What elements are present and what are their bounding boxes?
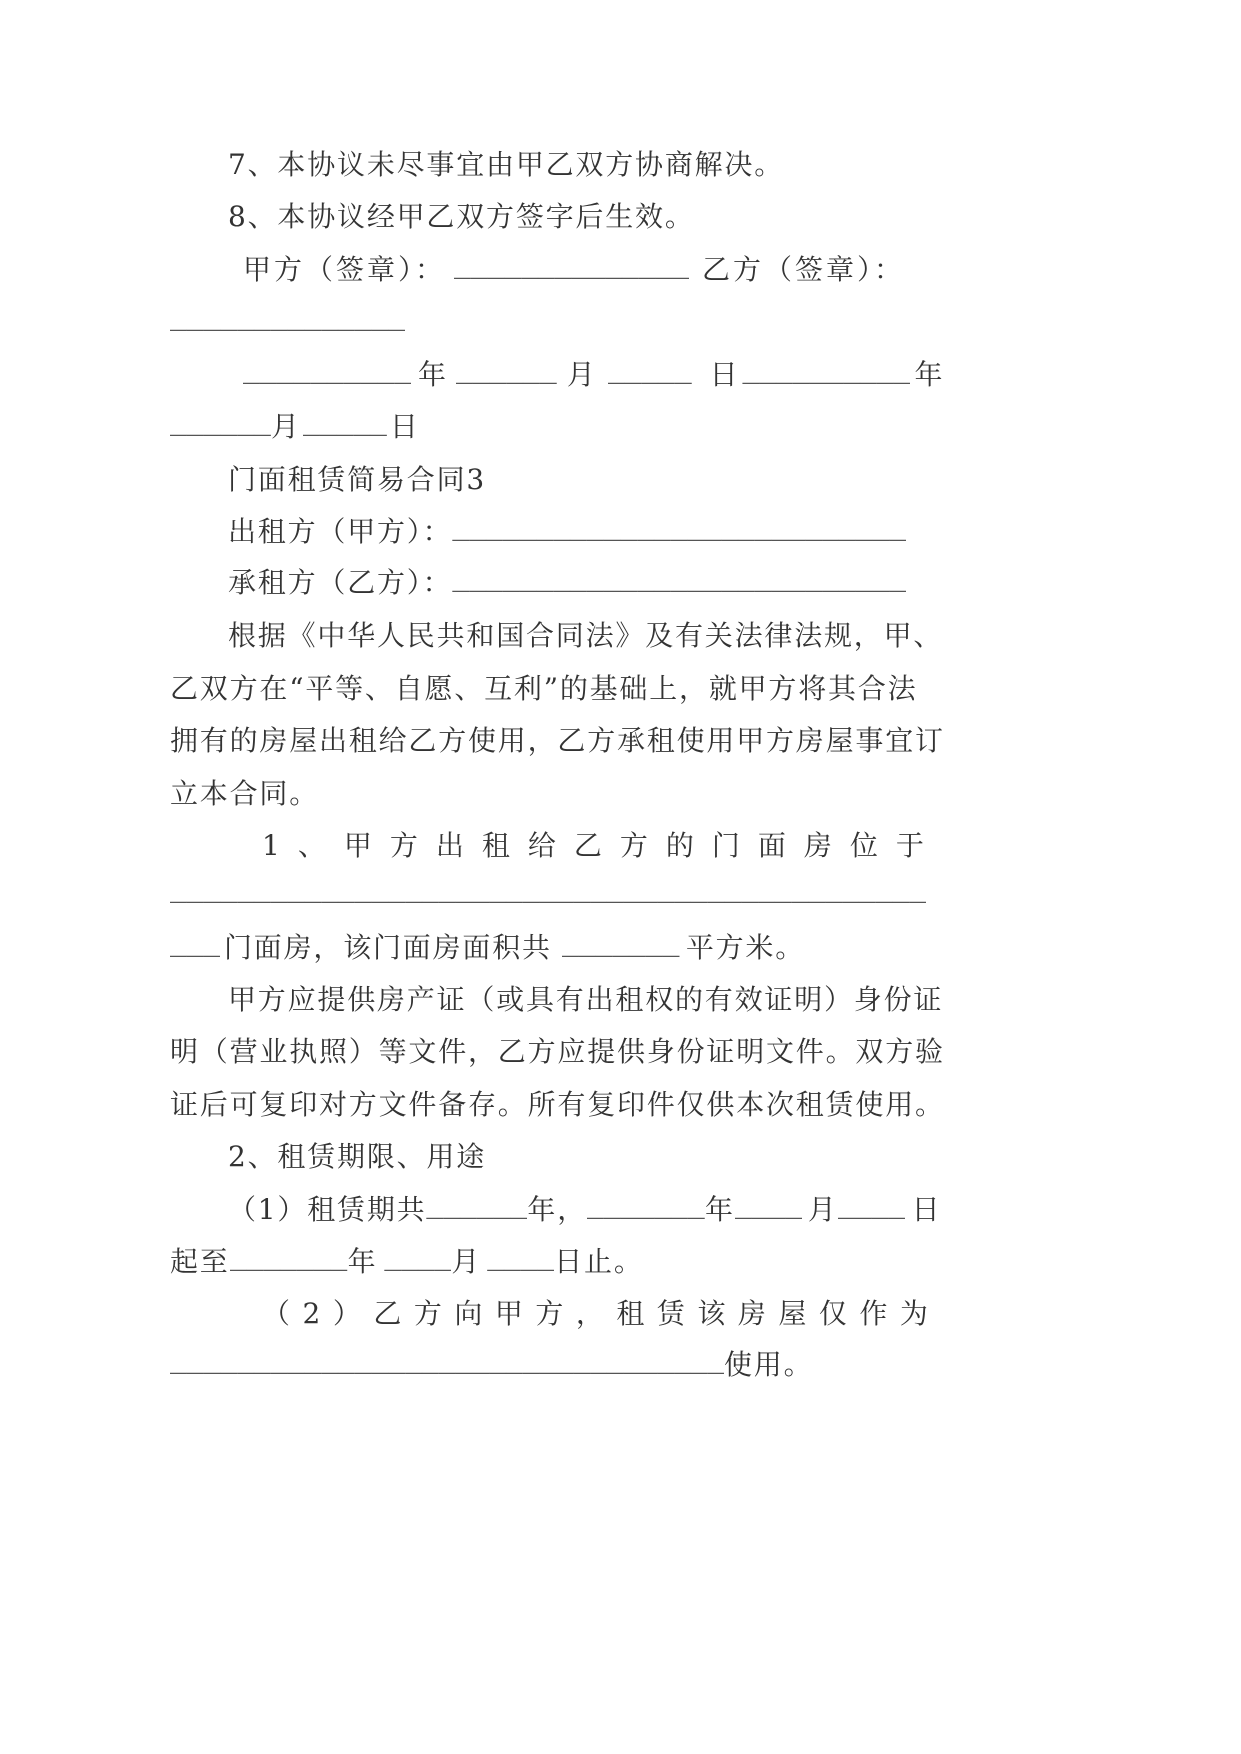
- party-a-day-blank: _____: [607, 359, 692, 390]
- party-a-signature-blank: ______________: [454, 254, 690, 285]
- preamble-line: 立本合同。: [170, 777, 320, 810]
- documents-line: 甲方应提供房产证（或具有出租权的有效证明）身份证: [228, 983, 944, 1016]
- party-a-month-blank: ______: [455, 359, 557, 390]
- party-b-year-blank: __________: [742, 359, 911, 390]
- sign-date-line-continued: [170, 401, 420, 453]
- lessor-label: 出租方（甲方）：: [228, 515, 453, 548]
- party-b-signature-label: 乙方（签章）：: [702, 253, 906, 286]
- end-month-blank: ____: [384, 1246, 452, 1277]
- start-day-label: 日: [911, 1193, 942, 1226]
- lessor-blank: ___________________________: [452, 516, 907, 547]
- party-a-year-blank: __________: [243, 359, 411, 390]
- lessee-label: 承租方（乙方）：: [228, 566, 453, 599]
- sign-date-line: [243, 349, 944, 401]
- party-a-day-label: 日: [709, 358, 740, 391]
- party-b-day-label: 日: [389, 410, 420, 443]
- location-blank: _____________________________________________: [170, 878, 926, 909]
- start-year-blank: _______: [587, 1194, 705, 1225]
- end-day-blank: ____: [487, 1246, 555, 1277]
- article-1-location-blank-line: [170, 868, 926, 920]
- party-b-day-blank: _____: [302, 411, 387, 442]
- party-a-signature-label: 甲方（签章）：: [243, 253, 447, 286]
- article-1-area-line: [170, 922, 805, 974]
- area-unit: 平方米。: [685, 931, 806, 964]
- party-a-year-label: 年: [418, 358, 448, 391]
- end-month-label: 月: [451, 1245, 482, 1278]
- lessee-blank: ___________________________: [452, 567, 907, 598]
- documents-line: 证后可复印对方文件备存。所有复印件仅供本次租赁使用。: [170, 1088, 945, 1121]
- lease-end-line: [170, 1236, 644, 1288]
- clause-8: 8、本协议经甲乙双方签字后生效。: [228, 200, 695, 233]
- start-year-label: 年: [705, 1193, 735, 1226]
- article-1-location-intro: 1、甲方出租给乙方的门面房位于: [262, 829, 942, 862]
- start-day-blank: ____: [837, 1194, 905, 1225]
- use-intro: （2）乙方向甲方，租赁该房屋仅作为: [262, 1297, 941, 1330]
- term-years-unit: 年，: [527, 1193, 588, 1226]
- end-suffix: 日止。: [554, 1245, 644, 1278]
- end-prefix: 起至: [170, 1245, 230, 1278]
- preamble-line: 拥有的房屋出租给乙方使用，乙方承租使用甲方房屋事宜订: [170, 724, 945, 757]
- documents-line: 明（营业执照）等文件，乙方应提供身份证明文件。双方验: [170, 1035, 945, 1068]
- use-suffix: 使用。: [724, 1348, 814, 1381]
- use-blank: _________________________________: [170, 1349, 724, 1380]
- party-b-year-label: 年: [914, 358, 945, 391]
- party-b-signature-blank: ______________: [170, 306, 405, 337]
- area-text: 门面房，该门面房面积共: [224, 931, 552, 964]
- term-label: （1）租赁期共: [228, 1193, 427, 1226]
- term-years-blank: ______: [426, 1194, 528, 1225]
- party-a-month-label: 月: [566, 358, 597, 391]
- end-year-label: 年: [347, 1245, 378, 1278]
- party-b-signature-blank-line: [170, 296, 405, 348]
- preamble-line: 根据《中华人民共和国合同法》及有关法律法规，甲、: [228, 619, 944, 652]
- signature-line: [243, 244, 905, 296]
- contract-title: 门面租赁简易合同3: [228, 463, 487, 496]
- article-2-heading: 2、租赁期限、用途: [228, 1140, 487, 1173]
- area-blank: _______: [561, 932, 680, 963]
- lessor-line: [228, 506, 906, 558]
- end-year-blank: _______: [229, 1246, 348, 1277]
- lease-term-line: [228, 1184, 941, 1236]
- use-line: [170, 1339, 813, 1391]
- location-tail-blank: ___: [170, 932, 220, 963]
- party-b-month-blank: ______: [170, 411, 271, 442]
- clause-7: 7、本协议未尽事宜由甲乙双方协商解决。: [228, 148, 785, 181]
- start-month-blank: ____: [734, 1194, 802, 1225]
- preamble-line: 乙双方在“平等、自愿、互利”的基础上，就甲方将其合法: [170, 672, 918, 705]
- lessee-line: [228, 557, 906, 609]
- party-b-month-label: 月: [271, 410, 301, 443]
- start-month-label: 月: [807, 1193, 838, 1226]
